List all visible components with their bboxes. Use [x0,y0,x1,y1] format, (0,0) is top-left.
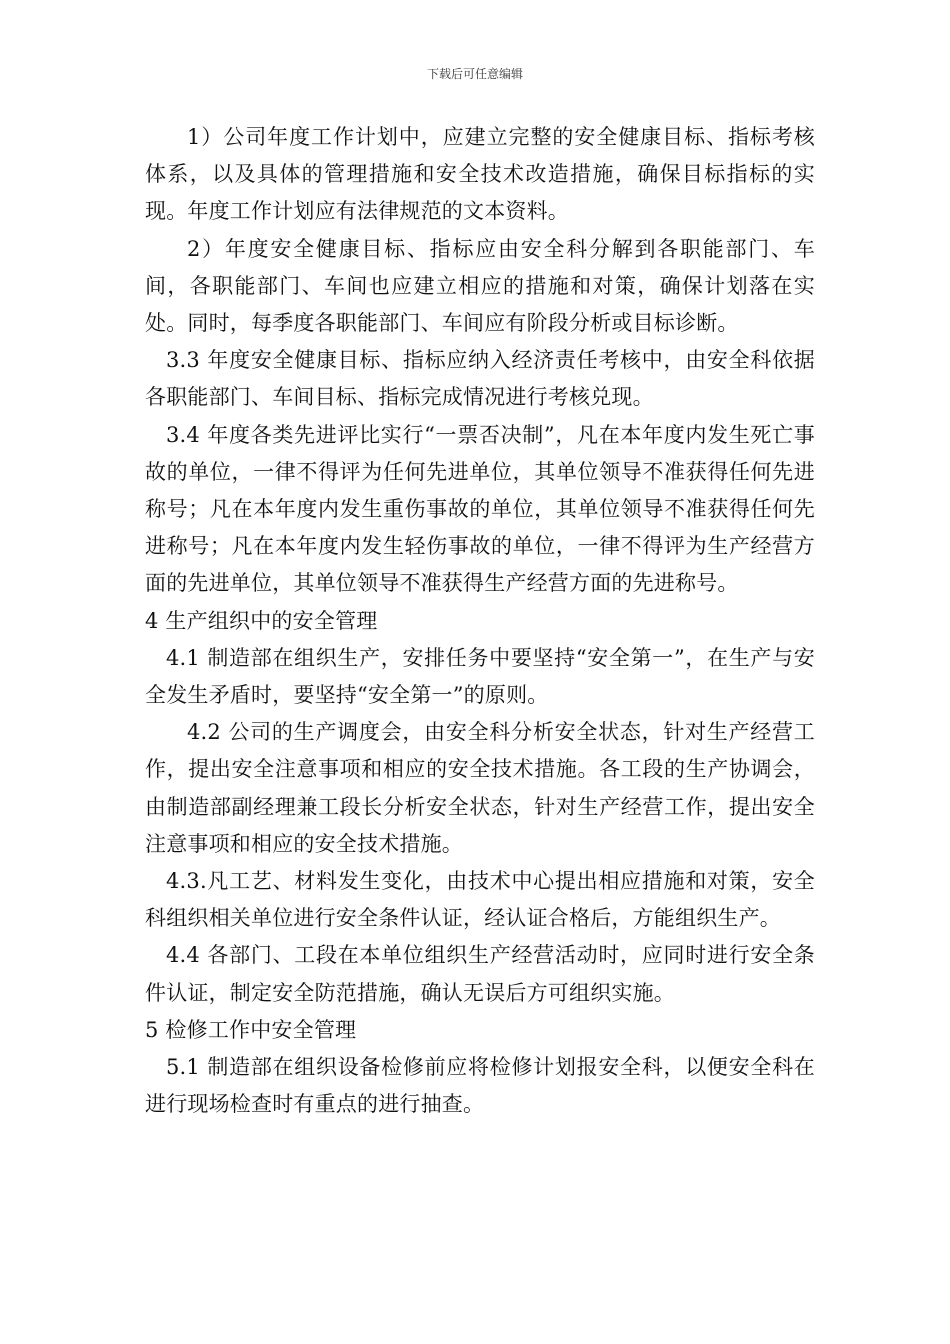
paragraph-section-4-4: 4.4 各部门、工段在本单位组织生产经营活动时，应同时进行安全条件认证，制定安全防范措施，确认无误后方可组织实施。 [145,943,815,1005]
paragraph-item-2: 2）年度安全健康目标、指标应由安全科分解到各职能部门、车间，各职能部门、车间也应建立相应的措施和对策，确保计划落在实处。同时，每季度各职能部门、车间应有阶段分析或目标诊断。 [145,236,815,336]
paragraph-section-3-3: 3.3 年度安全健康目标、指标应纳入经济责任考核中，由安全科依据各职能部门、车间目标、指标完成情况进行考核兑现。 [145,348,815,410]
page-header: 下载后可任意编辑 [426,67,523,81]
paragraph-item-1: 1）公司年度工作计划中，应建立完整的安全健康目标、指标考核体系，以及具体的管理措施和安全技术改造措施，确保目标指标的实现。年度工作计划应有法律规范的文本资料。 [145,125,815,224]
paragraph-section-4-3: 4.3.凡工艺、材料发生变化，由技术中心提出相应措施和对策，安全科组织相关单位进行安全条件认证，经认证合格后，方能组织生产。 [145,869,815,931]
paragraph-section-4-1: 4.1 制造部在组织生产，安排任务中要坚持“安全第一”，在生产与安全发生矛盾时，要坚持“安全第一”的原则。 [145,645,815,708]
section-heading-4: 4 生产组织中的安全管理 [145,608,378,633]
paragraph-section-4-2: 4.2 公司的生产调度会，由安全科分析安全状态，针对生产经营工作，提出安全注意事项和相应的安全技术措施。各工段的生产协调会，由制造部副经理兼工段长分析安全状态，针对生产经营工作，提出安全注意事项和相应的安全技术措施。 [145,720,815,856]
document-body [145,119,815,1123]
section-heading-5: 5 检修工作中安全管理 [145,1017,357,1042]
paragraph-section-3-4: 3.4 年度各类先进评比实行“一票否决制”，凡在本年度内发生死亡事故的单位，一律不得评为任何先进单位，其单位领导不准获得任何先进称号；凡在本年度内发生重伤事故的单位，其单位领导不准获得任何先进称号；凡在本年度内发生轻伤事故的单位，一律不得评为生产经营方面的先进单位，其单位领导不准获得生产经营方面的先进称号。 [145,422,815,596]
paragraph-section-5-1: 5.1 制造部在组织设备检修前应将检修计划报安全科，以便安全科在进行现场检查时有重点的进行抽查。 [145,1055,815,1117]
